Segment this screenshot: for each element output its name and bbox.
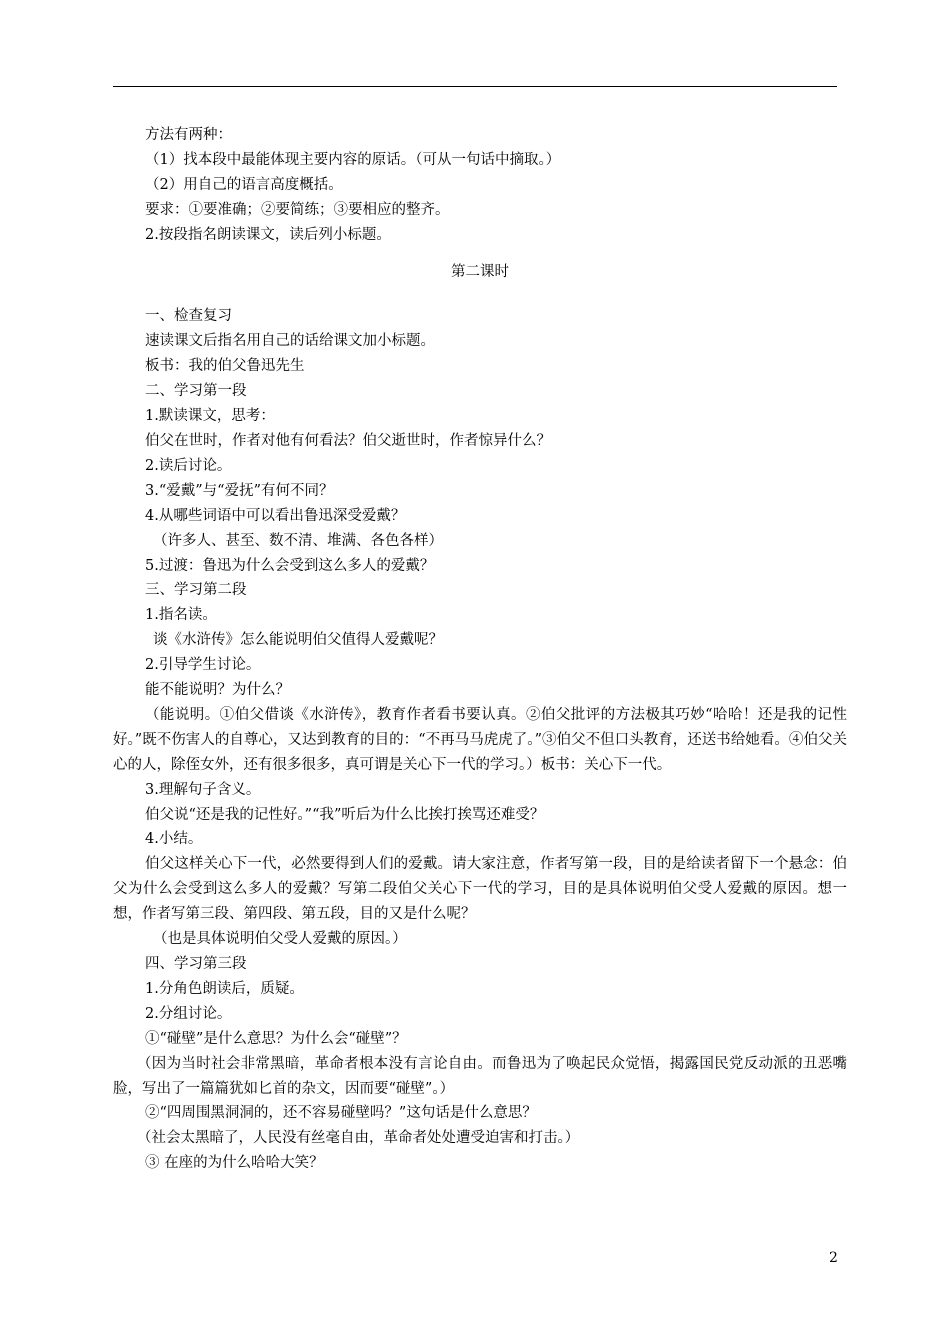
text-line: 速读课文后指名用自己的话给课文加小标题。 bbox=[145, 333, 435, 350]
text-line: 4.从哪些词语中可以看出鲁迅深受爱戴？ bbox=[145, 507, 406, 524]
text-line: 能不能说明？为什么？ bbox=[145, 682, 290, 699]
header-rule bbox=[113, 86, 837, 87]
text-line: 板书：我的伯父鲁迅先生 bbox=[145, 358, 305, 375]
page-number: 2 bbox=[829, 1250, 838, 1266]
text-line: 伯父在世时，作者对他有何看法？伯父逝世时，作者惊异什么？ bbox=[145, 432, 551, 449]
text-line: 四、学习第三段 bbox=[145, 956, 247, 972]
text-line: 1.分角色朗读后，质疑。 bbox=[145, 980, 304, 997]
text-line: ③ 在座的为什么哈哈大笑？ bbox=[145, 1155, 324, 1172]
text-line: 伯父说“还是我的记性好。”“我”听后为什么比挨打挨骂还难受？ bbox=[145, 806, 545, 823]
text-line: 三、学习第二段 bbox=[145, 582, 247, 599]
text-line: 谈《水浒传》怎么能说明伯父值得人爱戴呢？ bbox=[153, 632, 443, 649]
text-line: （1）找本段中最能体现主要内容的原话。（可从一句话中摘取。） bbox=[145, 151, 561, 168]
document-body bbox=[113, 123, 847, 1176]
text-line: （社会太黑暗了，人民没有丝毫自由，革命者处处遭受迫害和打击。） bbox=[137, 1130, 580, 1147]
text-line: 5.过渡：鲁迅为什么会受到这么多人的爱戴？ bbox=[145, 557, 435, 574]
paragraph: （能说明。①伯父借谈《水浒传》，教育作者看书要认真。②伯父批评的方法极其巧妙“哈哈！还是我的记性好。”既不伤害人的自尊心，又达到教育的目的：“不再马马虎虎了。”③伯父不但口头教育，还送书给她看。④伯父关心的人，除侄女外，还有很多很多，真可谓是关心下一代的学习。）板书：关心下一代。 bbox=[113, 706, 847, 773]
text-line: 一、检查复习 bbox=[145, 308, 232, 325]
text-line: 3.理解句子含义。 bbox=[145, 781, 261, 798]
text-line: ①“碰壁”是什么意思？为什么会“碰壁”？ bbox=[145, 1030, 407, 1047]
section-title: 第二课时 bbox=[451, 263, 509, 280]
text-line: 2.读后讨论。 bbox=[145, 457, 232, 474]
text-line: 方法有两种： bbox=[145, 127, 232, 143]
text-line: （2）用自己的语言高度概括。 bbox=[145, 176, 343, 193]
paragraph: （因为当时社会非常黑暗，革命者根本没有言论自由。而鲁迅为了唤起民众觉悟，揭露国民党反动派的丑恶嘴脸，写出了一篇篇犹如匕首的杂文，因而要“碰壁”。） bbox=[113, 1055, 847, 1097]
text-line: 要求：①要准确；②要简练；③要相应的整齐。 bbox=[145, 201, 450, 218]
text-line: 1.指名读。 bbox=[145, 607, 217, 624]
text-line: （也是具体说明伯父受人爱戴的原因。） bbox=[153, 931, 407, 948]
text-line: ②“四周围黑洞洞的，还不容易碰壁吗？”这句话是什么意思？ bbox=[145, 1105, 537, 1122]
text-line: 2.引导学生讨论。 bbox=[145, 657, 261, 674]
text-line: 4.小结。 bbox=[145, 831, 203, 848]
text-line: （许多人、甚至、数不清、堆满、各色各样） bbox=[153, 532, 443, 549]
text-line: 1.默读课文，思考： bbox=[145, 408, 275, 425]
text-line: 2.按段指名朗读课文，读后列小标题。 bbox=[145, 226, 391, 243]
text-line: 二、学习第一段 bbox=[145, 383, 247, 400]
text-line: 2.分组讨论。 bbox=[145, 1005, 232, 1022]
text-line: 3.“爱戴”与“爱抚”有何不同？ bbox=[145, 482, 334, 499]
paragraph: 伯父这样关心下一代，必然要得到人们的爱戴。请大家注意，作者写第一段，目的是给读者留下一个悬念：伯父为什么会受到这么多人的爱戴？写第二段伯父关心下一代的学习，目的是具体说明伯父受人爱戴的原因。想一想，作者写第三段、第四段、第五段，目的又是什么呢？ bbox=[113, 856, 847, 923]
